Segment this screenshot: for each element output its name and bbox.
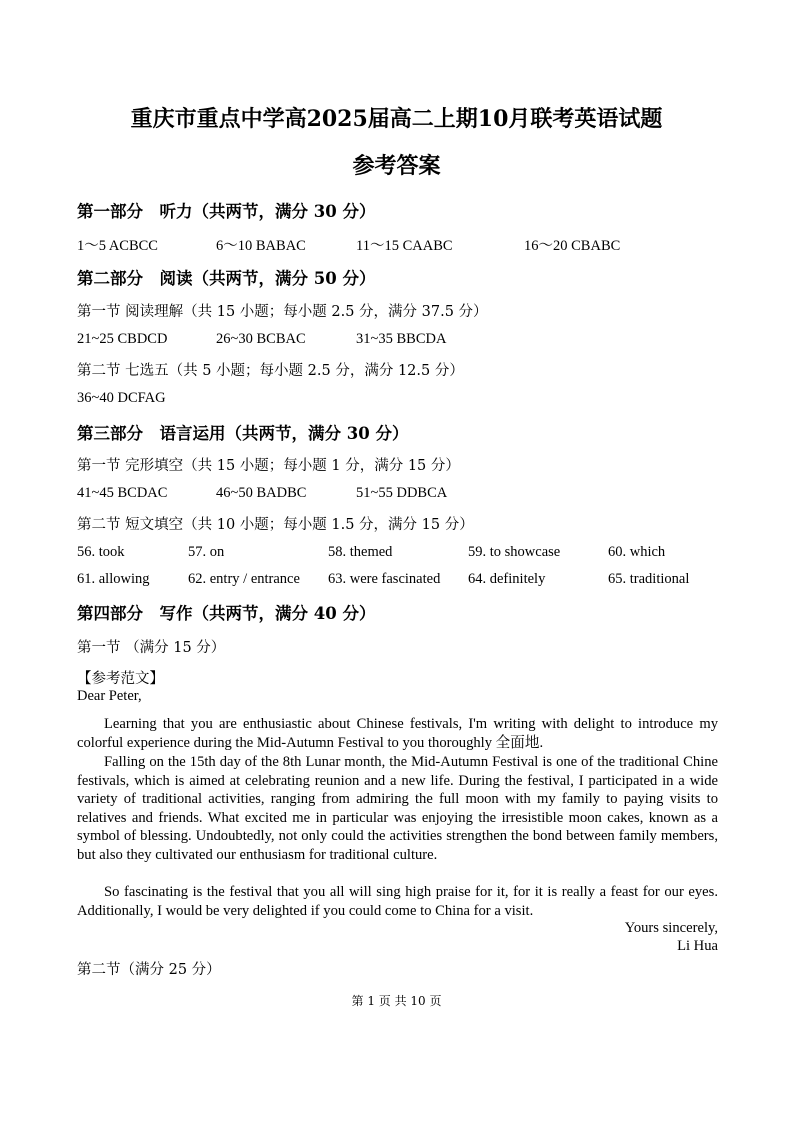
sample-essay-label: 【参考范文】 bbox=[77, 671, 164, 687]
fill-answer: 56. took bbox=[77, 544, 125, 560]
part4-section1-title: 第一节 （满分 15 分） bbox=[77, 640, 226, 656]
part3-section1-title: 第一节 完形填空（共 15 小题；每小题 1 分，满分 15 分） bbox=[77, 458, 460, 474]
page-subtitle: 参考答案 bbox=[352, 153, 441, 179]
part4-heading: 第四部分 写作（共两节，满分 40 分） bbox=[77, 604, 376, 623]
letter-paragraph: Learning that you are enthusiastic about Chinese festivals, I'm writing with delight to introduce my colorful experience during the Mid-Autumn Festival to you thoroughly 全面地. bbox=[77, 716, 718, 751]
answer-group: 11～15 CAABC bbox=[356, 238, 453, 254]
part3-section2-title: 第二节 短文填空（共 10 小题；每小题 1.5 分，满分 15 分） bbox=[77, 517, 474, 533]
fill-answer: 60. which bbox=[608, 544, 666, 560]
answer-group: 1～5 ACBCC bbox=[77, 238, 158, 254]
letter-closing: Yours sincerely, bbox=[624, 920, 718, 936]
letter-paragraph: So fascinating is the festival that you all will sing high praise for it, for it is really a feast for our eyes. Additionally, I would be very delighted if you could come to China for a visit. bbox=[77, 884, 718, 919]
part2-heading: 第二部分 阅读（共两节，满分 50 分） bbox=[77, 269, 376, 288]
answer-group: 21~25 CBDCD bbox=[77, 331, 168, 347]
letter-signature: Li Hua bbox=[677, 938, 718, 954]
fill-answer: 57. on bbox=[188, 544, 225, 560]
answer-group: 46~50 BADBC bbox=[216, 485, 307, 501]
part2-section2-title: 第二节 七选五（共 5 小题；每小题 2.5 分，满分 12.5 分） bbox=[77, 363, 464, 379]
answer-group: 36~40 DCFAG bbox=[77, 390, 166, 406]
answer-group: 41~45 BCDAC bbox=[77, 485, 168, 501]
part1-heading: 第一部分 听力（共两节，满分 30 分） bbox=[77, 202, 376, 221]
page-title: 重庆市重点中学高2025届高二上期10月联考英语试题 bbox=[130, 106, 663, 132]
fill-answer: 59. to showcase bbox=[468, 544, 561, 560]
fill-answer: 65. traditional bbox=[608, 571, 690, 587]
answer-group: 16～20 CBABC bbox=[524, 238, 621, 254]
answer-group: 26~30 BCBAC bbox=[216, 331, 306, 347]
fill-answer: 58. themed bbox=[328, 544, 393, 560]
fill-answer: 61. allowing bbox=[77, 571, 150, 587]
part3-heading: 第三部分 语言运用（共两节，满分 30 分） bbox=[77, 424, 409, 443]
answer-group: 31~35 BBCDA bbox=[356, 331, 447, 347]
fill-answer: 64. definitely bbox=[468, 571, 546, 587]
fill-answer: 62. entry / entrance bbox=[188, 571, 300, 587]
fill-answer: 63. were fascinated bbox=[328, 571, 441, 587]
letter-paragraph: Falling on the 15th day of the 8th Lunar month, the Mid-Autumn Festival is one of the traditional Chine festivals, which is aimed at celebrating reunion and a new life. During the festival, I participated in a wide variety of traditional activities, ranging from admiring the full moon with my family to paying visits to relatives and friends. What excited me in particular was enjoying the irresistible moon cakes, known as a symbol of blessing. Undoubtedly, not only could the activities strengthen the bond between family members, but also they cultivated our enthusiasm for traditional culture. bbox=[77, 754, 718, 863]
answer-group: 51~55 DDBCA bbox=[356, 485, 448, 501]
letter-greeting: Dear Peter, bbox=[77, 688, 142, 704]
part4-section2-title: 第二节（满分 25 分） bbox=[77, 962, 221, 978]
part2-section1-title: 第一节 阅读理解（共 15 小题；每小题 2.5 分，满分 37.5 分） bbox=[77, 304, 488, 320]
page-footer: 第 1 页 共 10 页 bbox=[351, 994, 442, 1008]
answer-group: 6～10 BABAC bbox=[216, 238, 306, 254]
